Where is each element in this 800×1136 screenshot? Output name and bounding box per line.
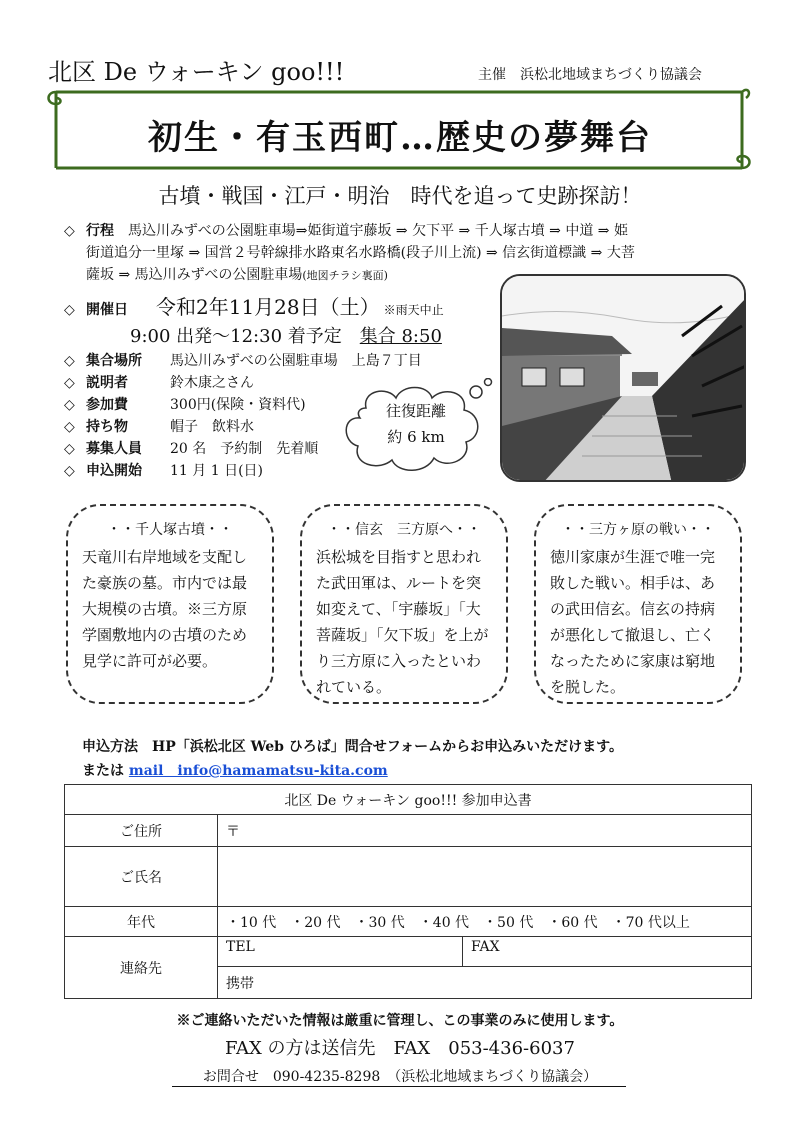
time-row: [64, 323, 504, 351]
bullet-diamond: ◇: [64, 223, 75, 239]
capacity-label: 募集人員: [86, 441, 142, 457]
street-drawing: [502, 276, 746, 482]
address-label: ご住所: [65, 815, 218, 847]
age-label: 年代: [65, 907, 218, 937]
date-label: 開催日: [86, 302, 128, 318]
route-line-3: 薩坂 ⇒ 馬込川みずべの公園駐車場: [86, 267, 303, 283]
inquiry-underline: [172, 1086, 626, 1087]
mobile-field[interactable]: [218, 967, 752, 999]
apply-method: 申込方法 HP「浜松北区 Web ひろば」問合せフォームからお申込みいただけます。: [82, 739, 623, 755]
distance-line-2: 約 6 km: [387, 428, 445, 446]
place-label: 集合場所: [86, 353, 142, 369]
event-subtitle: 古墳・戦国・江戸・明治 時代を追って史跡探訪！: [158, 184, 642, 208]
bullet-diamond: ◇: [64, 397, 75, 413]
start-value: 11 月 1 日(日): [170, 463, 263, 479]
tel-field[interactable]: [218, 937, 463, 967]
fax-destination: FAX の方は送信先 FAX 053-436-6037: [225, 1038, 575, 1059]
historic-street-photo: [500, 274, 746, 482]
info-box-text: 浜松城を目指すと思われた武田軍は、ルートを突如変えて、「宇藤坂」「大菩薩坂」「欠下坂」を上がり三方原に入ったといわれている。: [316, 548, 489, 696]
fax-label: FAX: [471, 939, 500, 955]
distance-line-1: 往復距離: [385, 402, 446, 420]
date-section: [64, 294, 504, 351]
fax-field[interactable]: [463, 937, 752, 967]
date-value: 令和2年11月28日（土）: [156, 295, 370, 319]
route-label: 行程: [86, 223, 114, 239]
address-field[interactable]: [218, 815, 752, 847]
route-note: (地図チラシ裏面): [302, 269, 388, 282]
form-title-row: [65, 785, 752, 815]
address-row: [65, 815, 752, 847]
date-row: [64, 294, 504, 323]
bullet-diamond: ◇: [64, 441, 75, 457]
route-row: [64, 220, 754, 242]
bullet-diamond: ◇: [64, 375, 75, 391]
info-box-text: 天竜川右岸地域を支配した豪族の墓。市内では最大規模の古墳。※三方原学園敷地内の古墳のため見学に許可が必要。: [82, 548, 248, 670]
event-title: 初生・有玉西町…歴史の夢舞台: [148, 118, 652, 158]
age-options[interactable]: ・10 代 ・20 代 ・30 代 ・40 代 ・50 代 ・60 代 ・70 代以上: [218, 907, 752, 937]
route-line-2: 街道追分一里塚 ⇒ 国営２号幹線排水路東名水路橋(段子川上流) ⇒ 信玄街道標識 ⇒ 大菩: [86, 245, 635, 261]
info-box-title: ・・千人塚古墳・・: [107, 522, 233, 538]
info-box-shingen: [300, 504, 508, 704]
age-row: [65, 907, 752, 937]
route-line-1: 馬込川みずべの公園駐車場⇒姫街道宇藤坂 ⇒ 欠下平 ⇒ 千人塚古墳 ⇒ 中道 ⇒ 姫: [128, 223, 628, 239]
series-title: 北区 De ウォーキン goo!!!: [48, 58, 345, 86]
meet-time: 集合 8:50: [359, 326, 442, 347]
form-title: 北区 De ウォーキン goo!!! 参加申込書: [65, 785, 752, 815]
name-label: ご氏名: [65, 847, 218, 907]
application-form: [64, 784, 752, 999]
distance-text: [370, 398, 462, 450]
postal-mark: 〒: [226, 823, 240, 840]
bullet-diamond: ◇: [64, 419, 75, 435]
tel-fax-row: [65, 937, 752, 967]
fee-label: 参加費: [86, 397, 128, 413]
info-box-mikatagahara: [534, 504, 742, 704]
apply-or: または: [82, 763, 124, 779]
place-row: [64, 350, 484, 372]
info-box-senninzuka: [66, 504, 274, 704]
capacity-value: 20 名 予約制 先着順: [170, 441, 319, 457]
info-box-text: 徳川家康が生涯で唯一完敗した戦い。相手は、あの武田信玄。信玄の持病が悪化して撤退し、亡くなったために家康は窮地を脱した。: [550, 548, 716, 696]
guide-value: 鈴木康之さん: [170, 375, 254, 391]
inquiry-contact: お問合せ 090-4235-8298 （浜松北地域まちづくり協議会）: [202, 1069, 598, 1085]
start-label: 申込開始: [86, 463, 142, 479]
date-note: ※雨天中止: [383, 303, 444, 317]
contact-label: 連絡先: [65, 937, 218, 999]
fee-value: 300円(保険・資料代): [170, 397, 306, 413]
time-value: 9:00 出発～12:30 着予定: [130, 326, 342, 347]
bullet-diamond: ◇: [64, 353, 75, 369]
items-label: 持ち物: [86, 419, 128, 435]
info-box-title: ・・三方ヶ原の戦い・・: [561, 522, 715, 538]
bullet-diamond: ◇: [64, 302, 75, 318]
name-field[interactable]: [218, 847, 752, 907]
info-box-title: ・・信玄 三方原へ・・: [327, 522, 481, 538]
privacy-notice: ※ご連絡いただいた情報は厳重に管理し、この事業のみに使用します。: [176, 1013, 624, 1029]
guide-label: 説明者: [86, 375, 128, 391]
items-value: 帽子 飲料水: [170, 419, 254, 435]
mail-link[interactable]: mail info@hamamatsu-kita.com: [128, 763, 388, 779]
organizer: 主催 浜松北地域まちづくり協議会: [478, 67, 702, 83]
mobile-label: 携帯: [226, 975, 254, 992]
apply-mail-row: [82, 760, 388, 780]
bullet-diamond: ◇: [64, 463, 75, 479]
place-value: 馬込川みずべの公園駐車場 上島７丁目: [170, 353, 422, 369]
tel-label: TEL: [226, 939, 255, 955]
name-row: [65, 847, 752, 907]
